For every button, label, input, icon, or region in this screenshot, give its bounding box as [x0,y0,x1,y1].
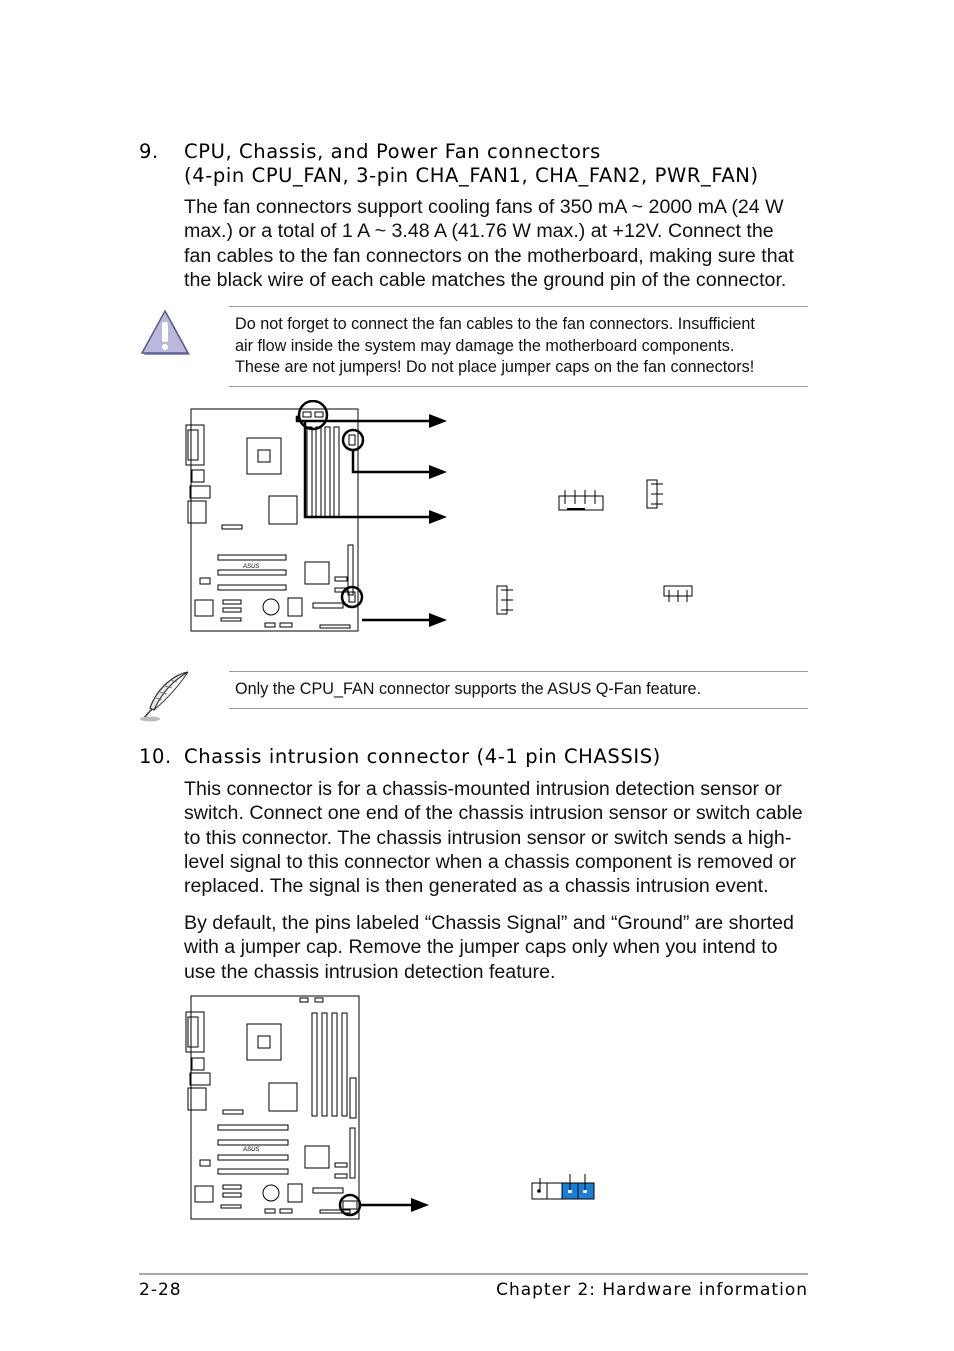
warning-rule-bottom [229,386,808,387]
body-line: By default, the pins labeled “Chassis Signal” and “Ground” are shorted [184,912,794,934]
body-line: The fan connectors support cooling fans of 350 mA ~ 2000 mA (24 W [184,196,784,218]
note-text: Only the CPU_FAN connector supports the ASUS Q-Fan feature. [235,680,702,698]
body-line: replaced. The signal is then generated as a chassis intrusion event. [184,875,769,898]
warning-triangle-icon [139,308,191,356]
section-9-number: 9. [139,140,159,163]
chapter-title: Chapter 2: Hardware information [496,1280,808,1300]
body-line: with a jumper cap. Remove the jumper caps only when you intend to [184,936,778,959]
body-line: max.) or a total of 1 A ~ 3.48 A (41.76 W max.) at +12V. Connect the [184,220,774,243]
body-line: switch. Connect one end of the chassis intrusion sensor or switch cable [184,802,803,825]
section-10-paragraph2 [184,911,824,984]
feather-pen-icon [136,668,194,724]
section-9-title-line2: (4-pin CPU_FAN, 3-pin CHA_FAN1, CHA_FAN2, PWR_FAN) [184,164,759,187]
body-line: This connector is for a chassis-mounted intrusion detection sensor or [184,778,782,800]
body-line: level signal to this connector when a chassis component is removed or [184,850,797,873]
page-number: 2-28 [139,1280,182,1300]
footer-rule [139,1273,808,1275]
section-9-body [184,195,824,292]
warning-text [235,314,807,379]
body-line: the black wire of each cable matches the ground pin of the connector. [184,268,787,291]
body-line: to this connector. The chassis intrusion sensor or switch sends a high- [184,826,792,849]
warning-rule-top [229,306,808,307]
chassis-connector-diagram [185,988,605,1223]
section-9-title-line1: CPU, Chassis, and Power Fan connectors [184,140,601,163]
fan-connectors-diagram [185,400,725,640]
warning-line: Do not forget to connect the fan cables to the fan connectors. Insufficient [235,315,755,333]
board-logo: ASUS [243,1147,260,1153]
section-10-title: Chassis intrusion connector (4-1 pin CHASSIS) [184,745,661,768]
note-rule-top [229,671,808,672]
body-line: use the chassis intrusion detection feature. [184,960,556,983]
warning-line: These are not jumpers! Do not place jumper caps on the fan connectors! [235,358,755,376]
section-10-paragraph1 [184,777,824,898]
section-10-number: 10. [139,745,172,768]
warning-line: air flow inside the system may damage the motherboard components. [235,336,735,355]
note-rule-bottom [229,708,808,709]
body-line: fan cables to the fan connectors on the motherboard, making sure that [184,244,794,267]
board-logo: ASUS [243,564,260,570]
